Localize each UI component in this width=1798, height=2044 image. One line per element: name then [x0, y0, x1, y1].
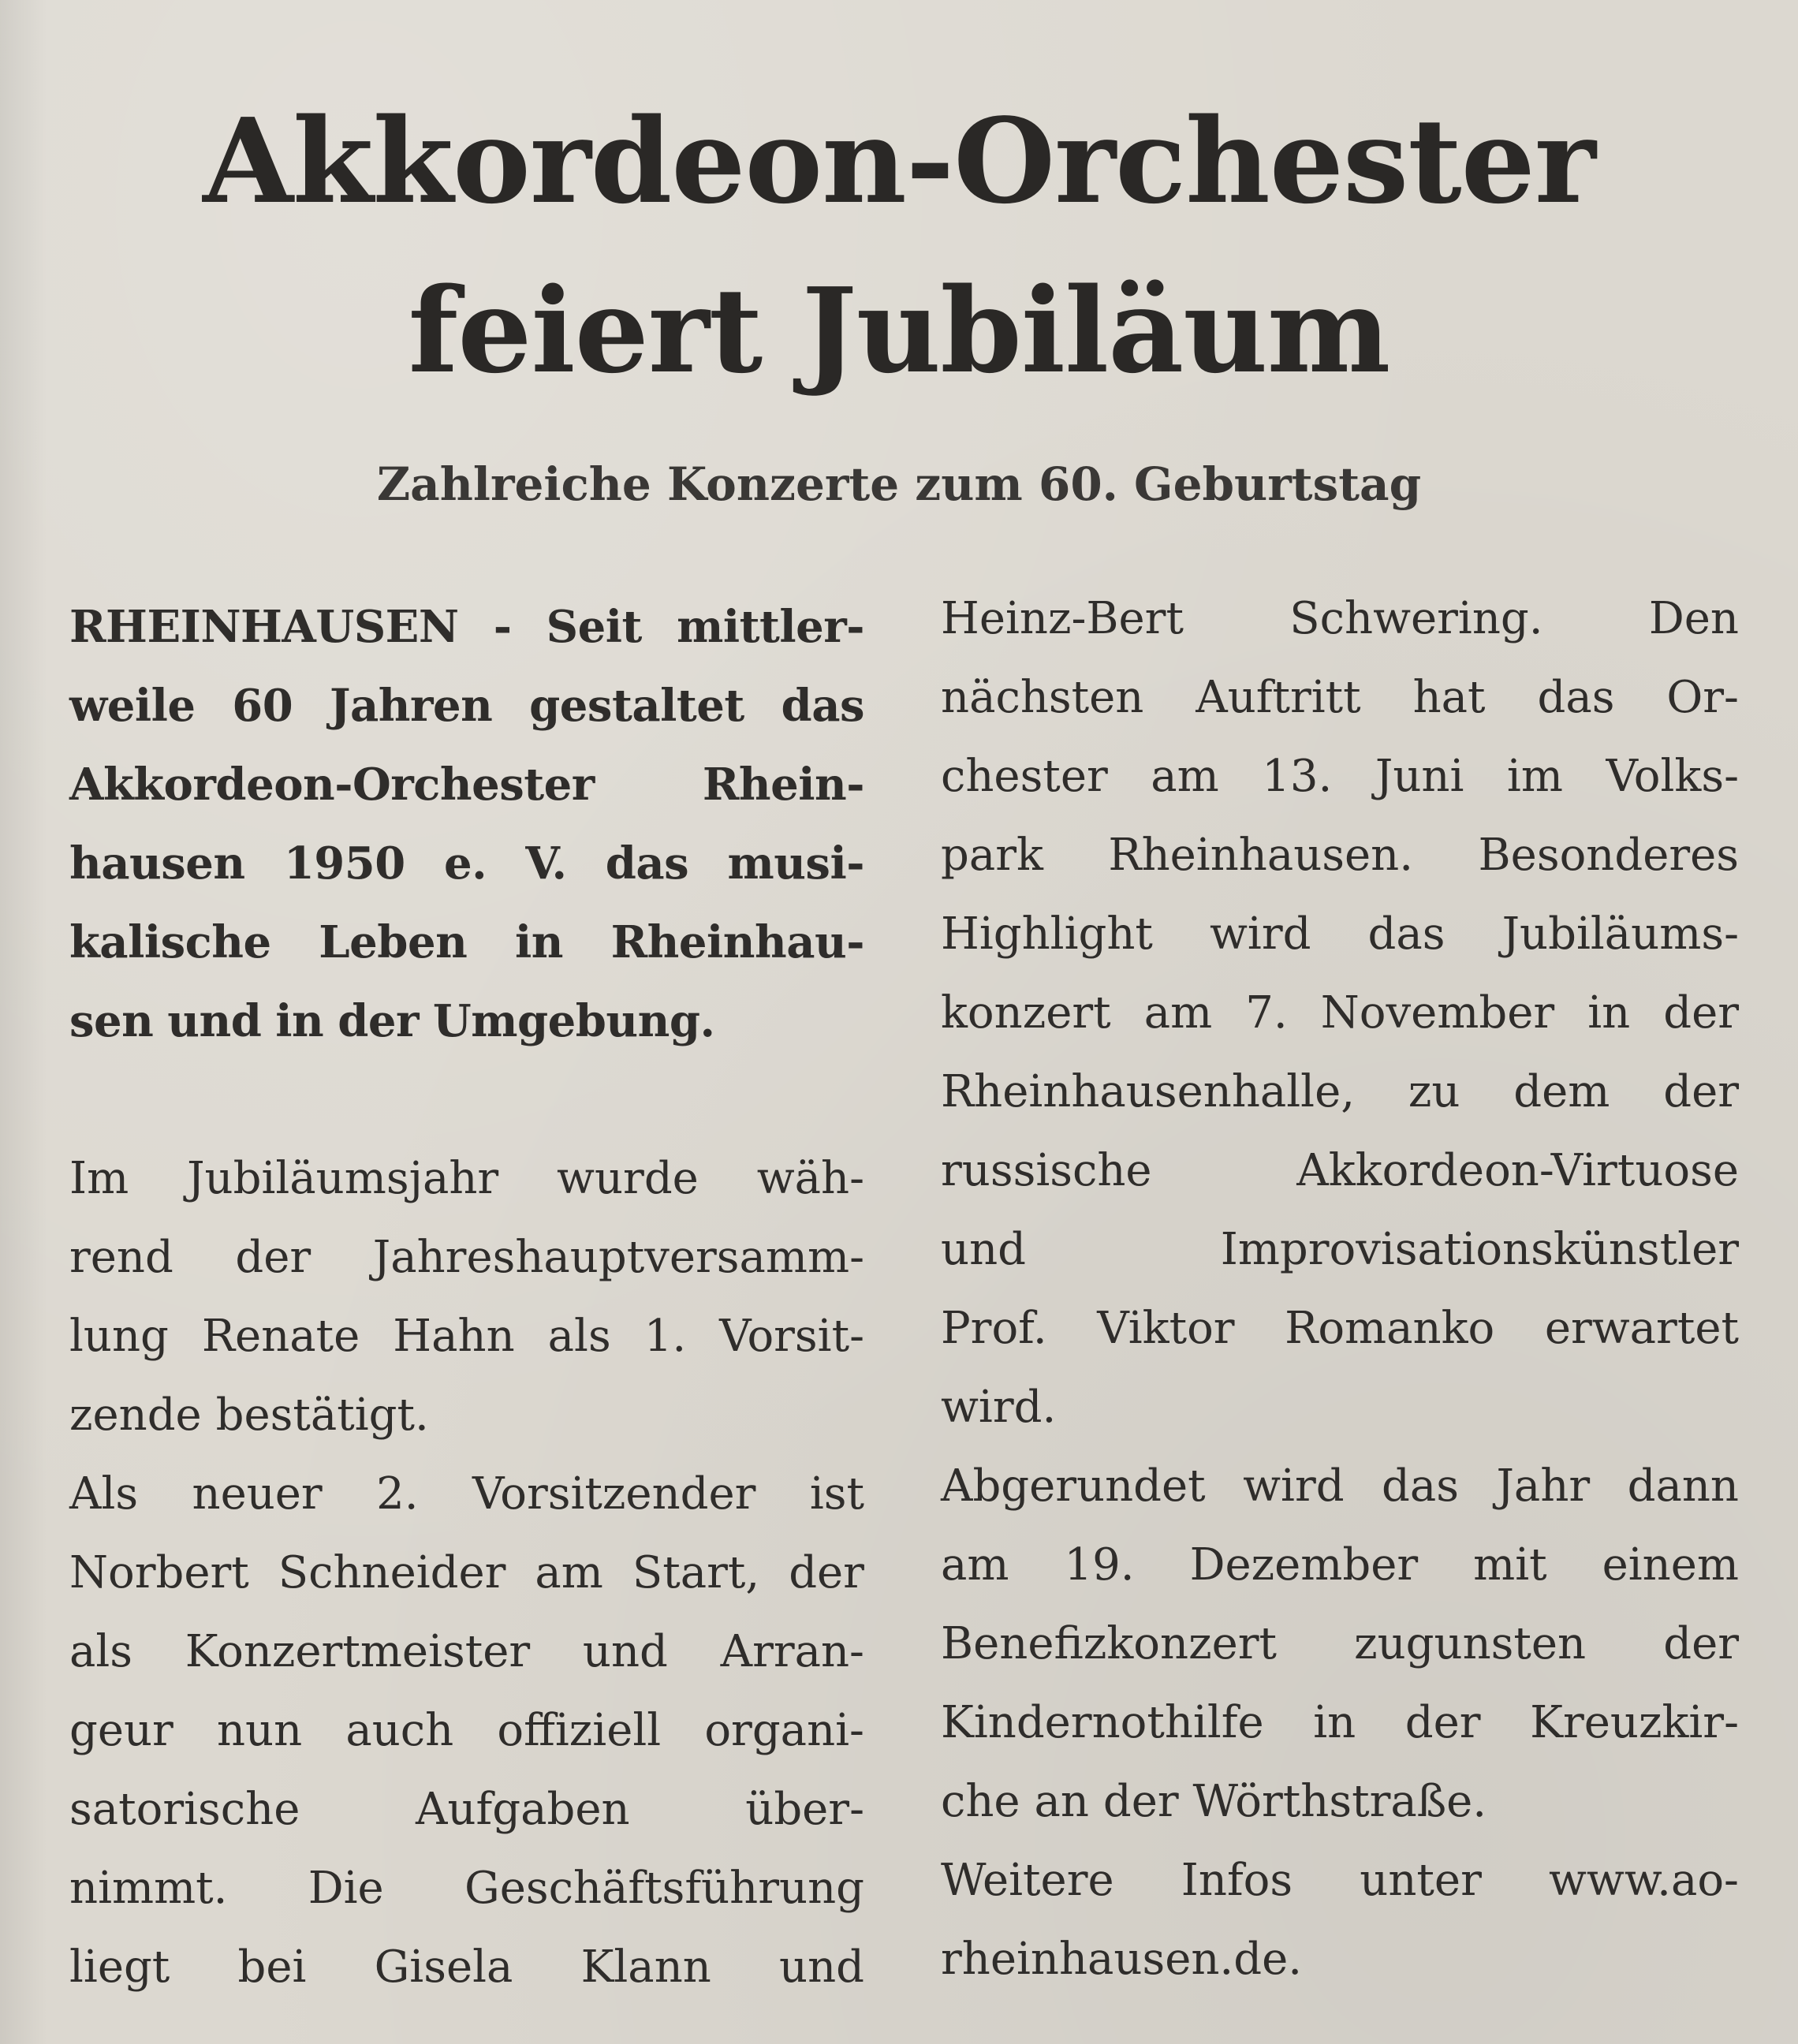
- left-column-line: rend der Jahreshauptversamm-: [69, 1232, 864, 1283]
- right-column-line: Prof. Viktor Romanko erwartet: [941, 1303, 1739, 1354]
- right-column-line: russische Akkordeon-Virtuose: [941, 1145, 1739, 1196]
- right-column-line: am 19. Dezember mit einem: [941, 1539, 1739, 1591]
- right-column-line: und Improvisationskünstler: [941, 1224, 1739, 1275]
- left-column-line: Als neuer 2. Vorsitzender ist: [69, 1468, 864, 1520]
- right-column-line: Benefizkonzert zugunsten der: [941, 1618, 1739, 1669]
- left-column-line: RHEINHAUSEN - Seit mittler-: [69, 601, 864, 653]
- left-column-line: lung Renate Hahn als 1. Vorsit-: [69, 1311, 864, 1362]
- left-column-line: Im Jubiläumsjahr wurde wäh-: [69, 1153, 864, 1204]
- left-column-line: Norbert Schneider am Start, der: [69, 1547, 864, 1598]
- right-column-line: che an der Wörthstraße.: [941, 1776, 1487, 1827]
- left-column-line: zende bestätigt.: [69, 1389, 429, 1441]
- left-column-line: hausen 1950 e. V. das musi-: [69, 837, 864, 890]
- right-column-line: Weitere Infos unter www.ao-: [941, 1855, 1739, 1906]
- left-column-line: liegt bei Gisela Klann und: [69, 1941, 864, 1993]
- left-column-line: sen und in der Umgebung.: [69, 995, 715, 1047]
- left-column-line: geur nun auch offiziell organi-: [69, 1705, 864, 1756]
- right-column-line: nächsten Auftritt hat das Or-: [941, 672, 1739, 723]
- right-column-line: Abgerundet wird das Jahr dann: [941, 1460, 1739, 1512]
- right-column-line: Rheinhausenhalle, zu dem der: [941, 1066, 1739, 1117]
- left-column-line: satorische Aufgaben über-: [69, 1784, 864, 1835]
- left-column-line: weile 60 Jahren gestaltet das: [69, 680, 864, 732]
- right-column-line: konzert am 7. November in der: [941, 987, 1739, 1039]
- headline-line-1: Akkordeon-Orchester: [203, 92, 1595, 229]
- left-column-line: kalische Leben in Rheinhau-: [69, 916, 864, 968]
- right-column-line: Kindernothilfe in der Kreuzkir-: [941, 1697, 1739, 1748]
- left-column-line: als Konzertmeister und Arran-: [69, 1626, 864, 1677]
- right-column-line: rheinhausen.de.: [941, 1934, 1303, 1985]
- left-column-line: Akkordeon-Orchester Rhein-: [69, 759, 864, 811]
- subheadline: Zahlreiche Konzerte zum 60. Geburtstag: [376, 457, 1422, 511]
- headline-line-2: feiert Jubiläum: [408, 262, 1390, 399]
- right-column-line: park Rheinhausen. Besonderes: [941, 830, 1739, 881]
- right-column-line: Highlight wird das Jubiläums-: [941, 908, 1739, 960]
- right-column-line: chester am 13. Juni im Volks-: [941, 751, 1739, 802]
- right-column-line: Heinz-Bert Schwering. Den: [941, 593, 1739, 644]
- right-column-line: wird.: [941, 1382, 1057, 1433]
- left-column-line: nimmt. Die Geschäftsführung: [69, 1863, 864, 1914]
